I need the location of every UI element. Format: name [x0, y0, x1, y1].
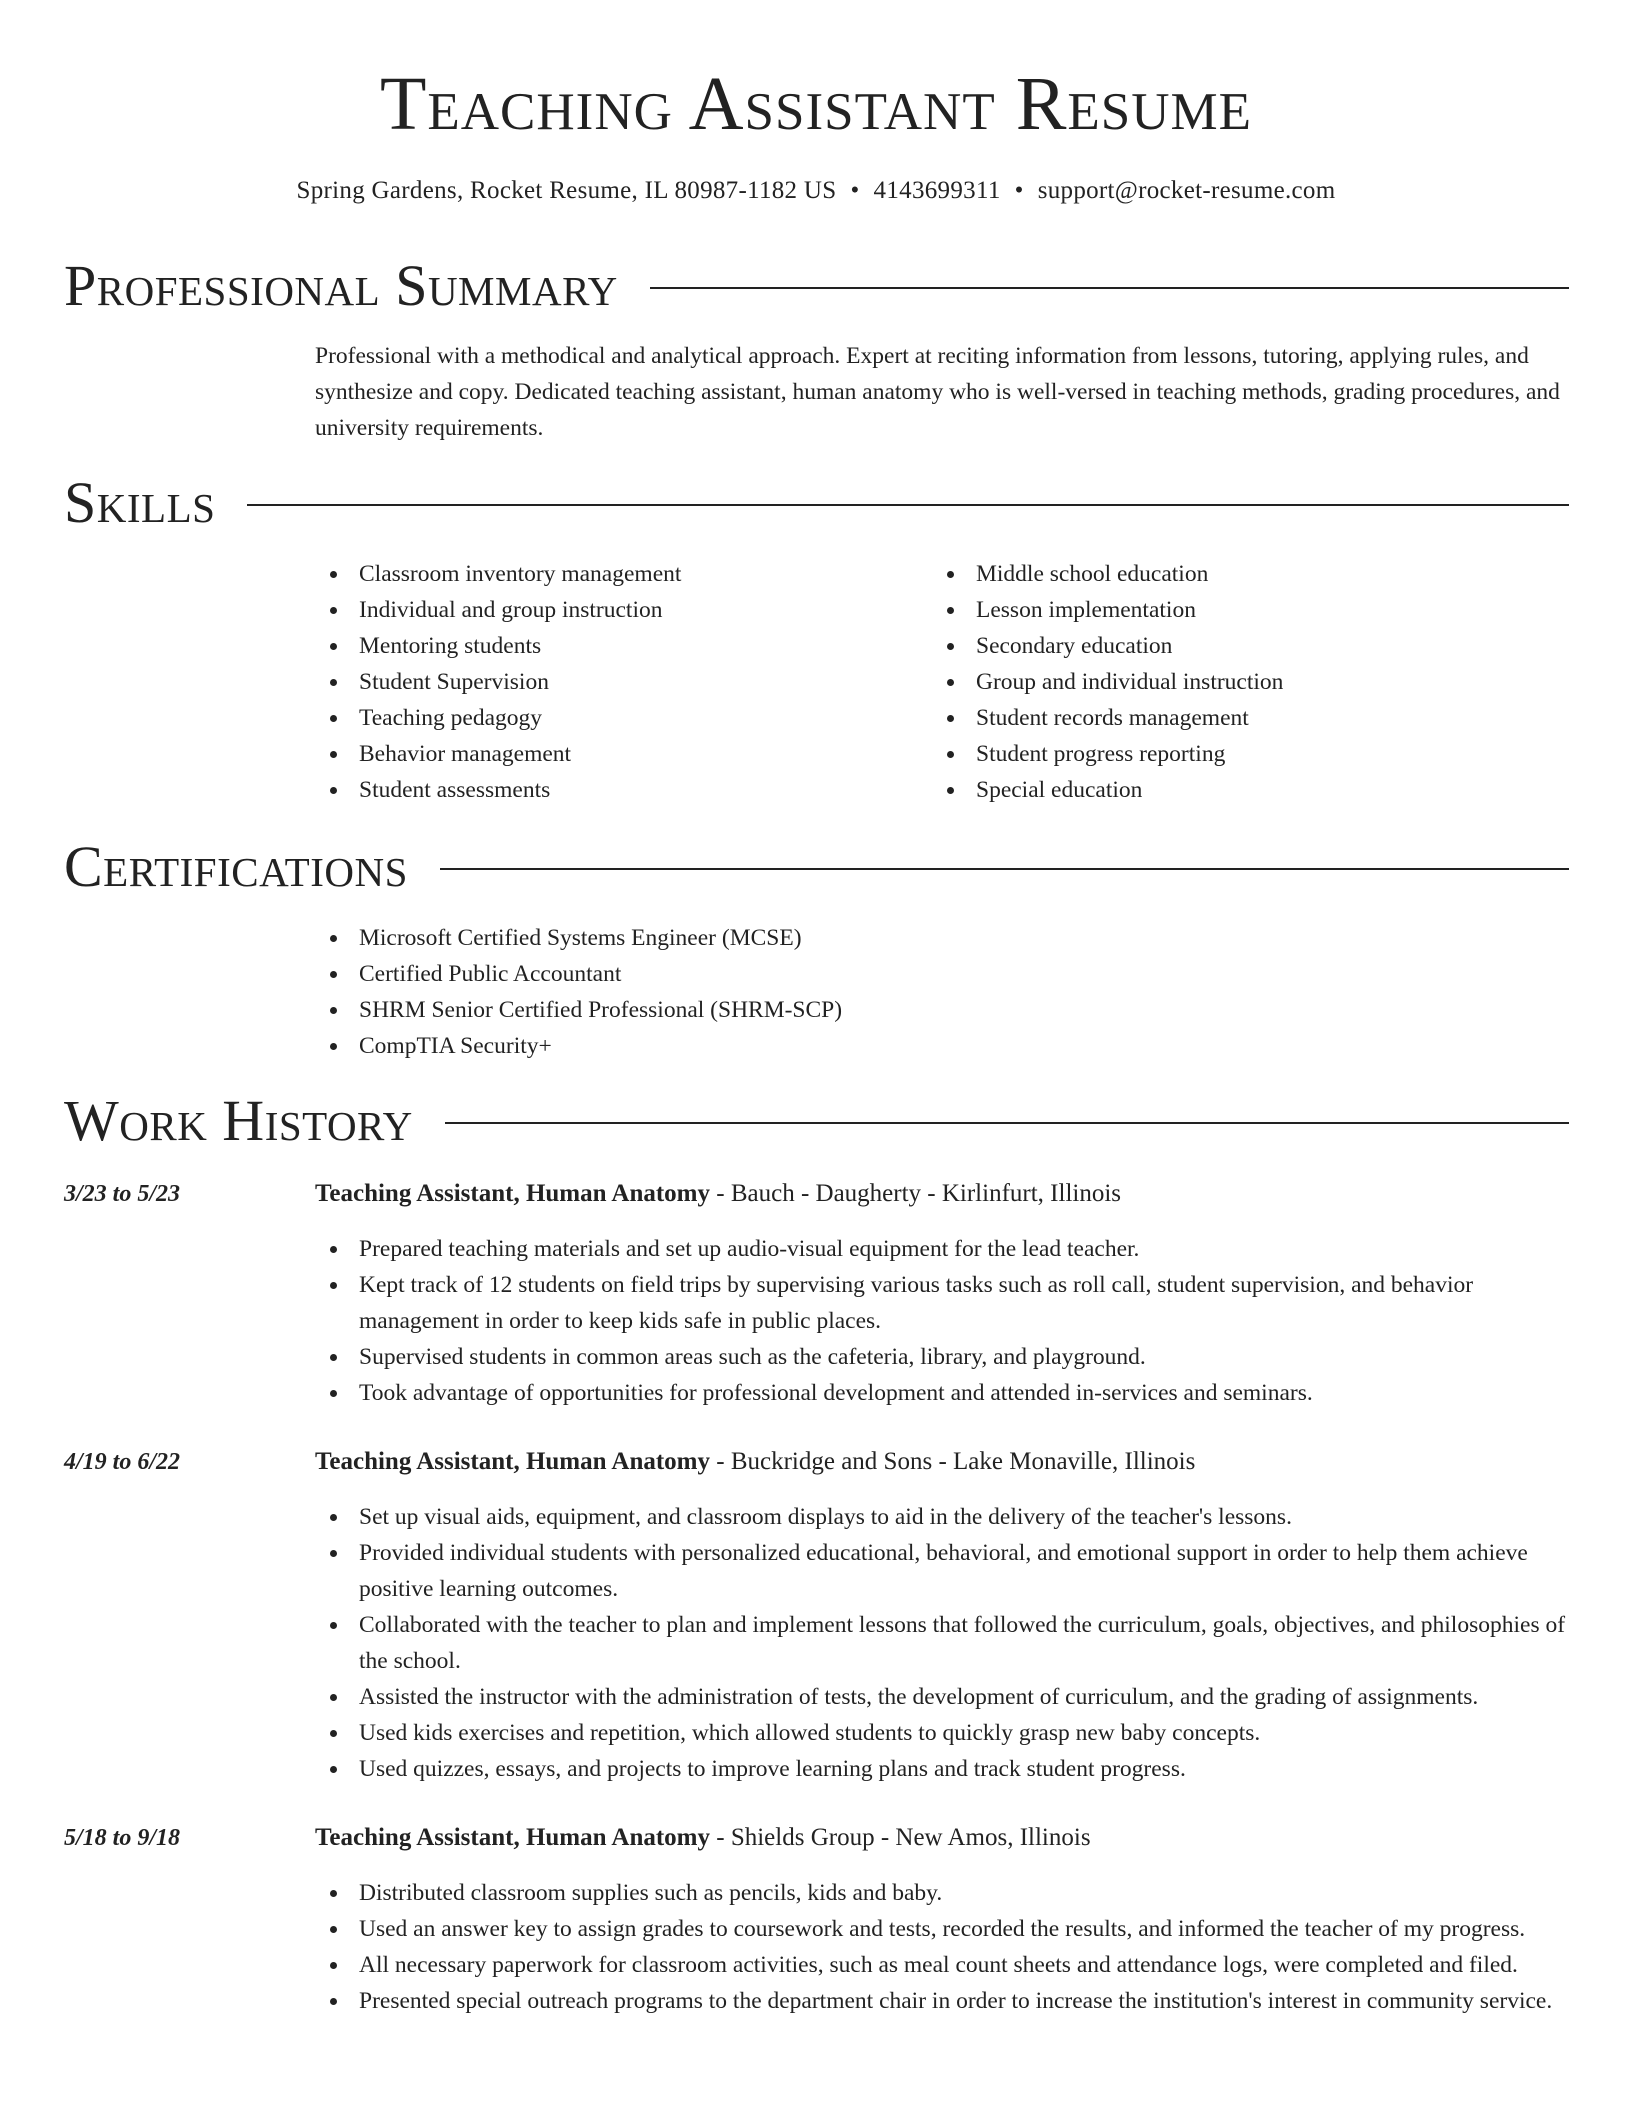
- skill-item: Secondary education: [932, 628, 1532, 664]
- contact-separator: •: [850, 177, 860, 204]
- section-divider: [650, 287, 1569, 289]
- job-title: Teaching Assistant, Human Anatomy: [315, 1180, 710, 1207]
- skills-heading: Skills: [64, 470, 216, 535]
- job-title: Teaching Assistant, Human Anatomy: [315, 1824, 710, 1851]
- skill-item: Student progress reporting: [932, 736, 1532, 772]
- section-divider: [247, 504, 1569, 506]
- summary-heading: Professional Summary: [64, 253, 618, 318]
- skills-left-list: [315, 556, 915, 808]
- skill-item: Student Supervision: [315, 664, 915, 700]
- job-bullet: Took advantage of opportunities for professional development and attended in-services and seminars.: [315, 1375, 1575, 1411]
- skills-right-column: [932, 556, 1532, 808]
- job-bullet: Used an answer key to assign grades to coursework and tests, recorded the results, and informed the teacher of my progress.: [315, 1911, 1575, 1947]
- job-bullet: Assisted the instructor with the administration of tests, the development of curriculum, and the grading of assignments.: [315, 1679, 1575, 1715]
- section-divider: [440, 868, 1569, 870]
- job-headline: [315, 1176, 1575, 1212]
- resume-title: Teaching Assistant Resume: [379, 62, 1253, 146]
- summary-text: Professional with a methodical and analytical approach. Expert at reciting information from lessons, tutoring, applying rules, and synthesize and copy. Dedicated teaching assistant, human anatomy who is well-versed in teaching methods, grading procedures, and university requirements.: [315, 343, 1560, 441]
- job-company: - Buckridge and Sons - Lake Monaville, Illinois: [710, 1448, 1196, 1475]
- job-bullets: [315, 1231, 1575, 1411]
- certification-item: CompTIA Security+: [315, 1028, 1315, 1064]
- work-history-section-header: [64, 1089, 1569, 1153]
- job-bullet: Provided individual students with personalized educational, behavioral, and emotional support in order to help them achieve positive learning outcomes.: [315, 1535, 1575, 1607]
- certification-item: SHRM Senior Certified Professional (SHRM-SCP): [315, 992, 1315, 1028]
- skills-section-header: [64, 471, 1569, 535]
- summary-section-header: [64, 254, 1569, 318]
- contact-separator: •: [1014, 177, 1024, 204]
- job-dates: 3/23 to 5/23: [64, 1181, 181, 1207]
- job-dates: 4/19 to 6/22: [64, 1449, 181, 1475]
- job-headline: [315, 1820, 1575, 1856]
- job-bullet: All necessary paperwork for classroom activities, such as meal count sheets and attendance logs, were completed and filed.: [315, 1947, 1575, 1983]
- skill-item: Classroom inventory management: [315, 556, 915, 592]
- skill-item: Mentoring students: [315, 628, 915, 664]
- skills-right-list: [932, 556, 1532, 808]
- skills-left-column: [315, 556, 915, 808]
- job-bullet: Supervised students in common areas such as the cafeteria, library, and playground.: [315, 1339, 1575, 1375]
- skill-item: Middle school education: [932, 556, 1532, 592]
- skill-item: Teaching pedagogy: [315, 700, 915, 736]
- job-bullet: Set up visual aids, equipment, and classroom displays to aid in the delivery of the teacher's lessons.: [315, 1499, 1575, 1535]
- job-bullet: Kept track of 12 students on field trips by supervising various tasks such as roll call, student supervision, and behavior management in order to keep kids safe in public places.: [315, 1267, 1575, 1339]
- job-bullet: Prepared teaching materials and set up audio-visual equipment for the lead teacher.: [315, 1231, 1575, 1267]
- job-bullets: [315, 1499, 1575, 1787]
- certifications-block: [315, 920, 1315, 1064]
- work-history-heading: Work History: [64, 1088, 413, 1153]
- job-bullet: Used quizzes, essays, and projects to improve learning plans and track student progress.: [315, 1751, 1575, 1787]
- section-divider: [445, 1122, 1569, 1124]
- skill-item: Group and individual instruction: [932, 664, 1532, 700]
- skill-item: Special education: [932, 772, 1532, 808]
- job-bullet: Distributed classroom supplies such as pencils, kids and baby.: [315, 1875, 1575, 1911]
- contact-phone: 4143699311: [873, 177, 1001, 204]
- job-bullet: Presented special outreach programs to the department chair in order to increase the institution's interest in community service.: [315, 1983, 1575, 2019]
- job-bullet: Collaborated with the teacher to plan and implement lessons that followed the curriculum, goals, objectives, and philosophies of the school.: [315, 1607, 1575, 1679]
- job-company: - Shields Group - New Amos, Illinois: [710, 1824, 1091, 1851]
- certifications-list: [315, 920, 1315, 1064]
- certification-item: Microsoft Certified Systems Engineer (MCSE): [315, 920, 1315, 956]
- job-dates: 5/18 to 9/18: [64, 1825, 181, 1851]
- certifications-heading: Certifications: [64, 834, 408, 899]
- contact-email[interactable]: support@rocket-resume.com: [1037, 177, 1336, 204]
- skill-item: Individual and group instruction: [315, 592, 915, 628]
- job-company: - Bauch - Daugherty - Kirlinfurt, Illinois: [710, 1180, 1122, 1207]
- skill-item: Student assessments: [315, 772, 915, 808]
- skill-item: Lesson implementation: [932, 592, 1532, 628]
- job-bullets: [315, 1875, 1575, 2019]
- job-title: Teaching Assistant, Human Anatomy: [315, 1448, 710, 1475]
- job-headline: [315, 1444, 1575, 1480]
- skill-item: Behavior management: [315, 736, 915, 772]
- job-bullet: Used kids exercises and repetition, which allowed students to quickly grasp new baby concepts.: [315, 1715, 1575, 1751]
- contact-address: Spring Gardens, Rocket Resume, IL 80987-1182 US: [296, 177, 837, 204]
- certifications-section-header: [64, 835, 1569, 899]
- certification-item: Certified Public Accountant: [315, 956, 1315, 992]
- contact-line: [0, 174, 1632, 208]
- skill-item: Student records management: [932, 700, 1532, 736]
